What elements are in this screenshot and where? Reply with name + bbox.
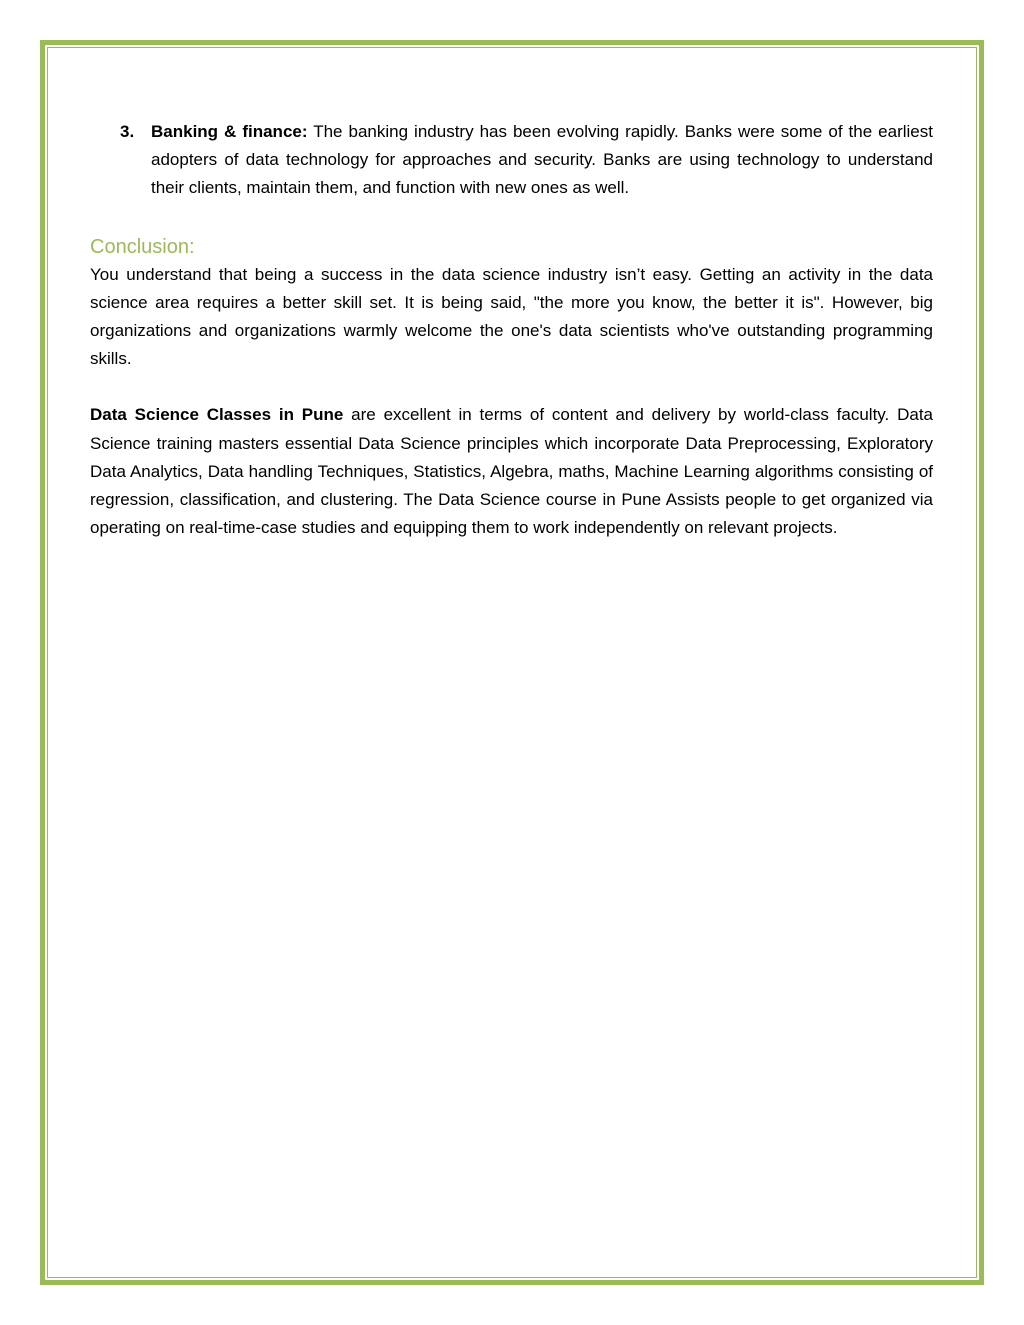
conclusion-heading: Conclusion:	[90, 235, 195, 258]
list-number: 3.	[120, 122, 135, 141]
list-item-term: Banking & finance:	[151, 122, 308, 141]
conclusion-paragraph-1: You understand that being a success in the data science industry isn’t easy. Getting an activity in the data science area requires a better skill set. It is being said, "the more you know, the better it is". However, big organizations and organizations warmly welcome the one's data scientists who've outstanding programming skills.	[90, 264, 933, 369]
paragraph-2-bold-lead: Data Science Classes in Pune	[90, 405, 344, 425]
list-item-banking	[90, 118, 933, 203]
paragraph-2-text: are excellent in terms of content and delivery by world-class faculty. Data Science training masters essential Data Science principles which incorporate Data Preprocessing, Exploratory Data Analytics, Data handling Techniques, Statistics, Algebra, maths, Machine Learning algorithms consisting of regression, classification, and clustering. The Data Science course in Pune Assists people to get organized via operating on real-time-case studies and equipping them to work independently on relevant projects.	[90, 405, 933, 538]
list-item-text: The banking industry has been evolving rapidly. Banks were some of the earliest adopters of data technology for approaches and security. Banks are using technology to understand their clients, maintain them, and function with new ones as well.	[151, 122, 933, 198]
document-content	[90, 118, 933, 542]
conclusion-paragraph-2	[90, 401, 933, 542]
